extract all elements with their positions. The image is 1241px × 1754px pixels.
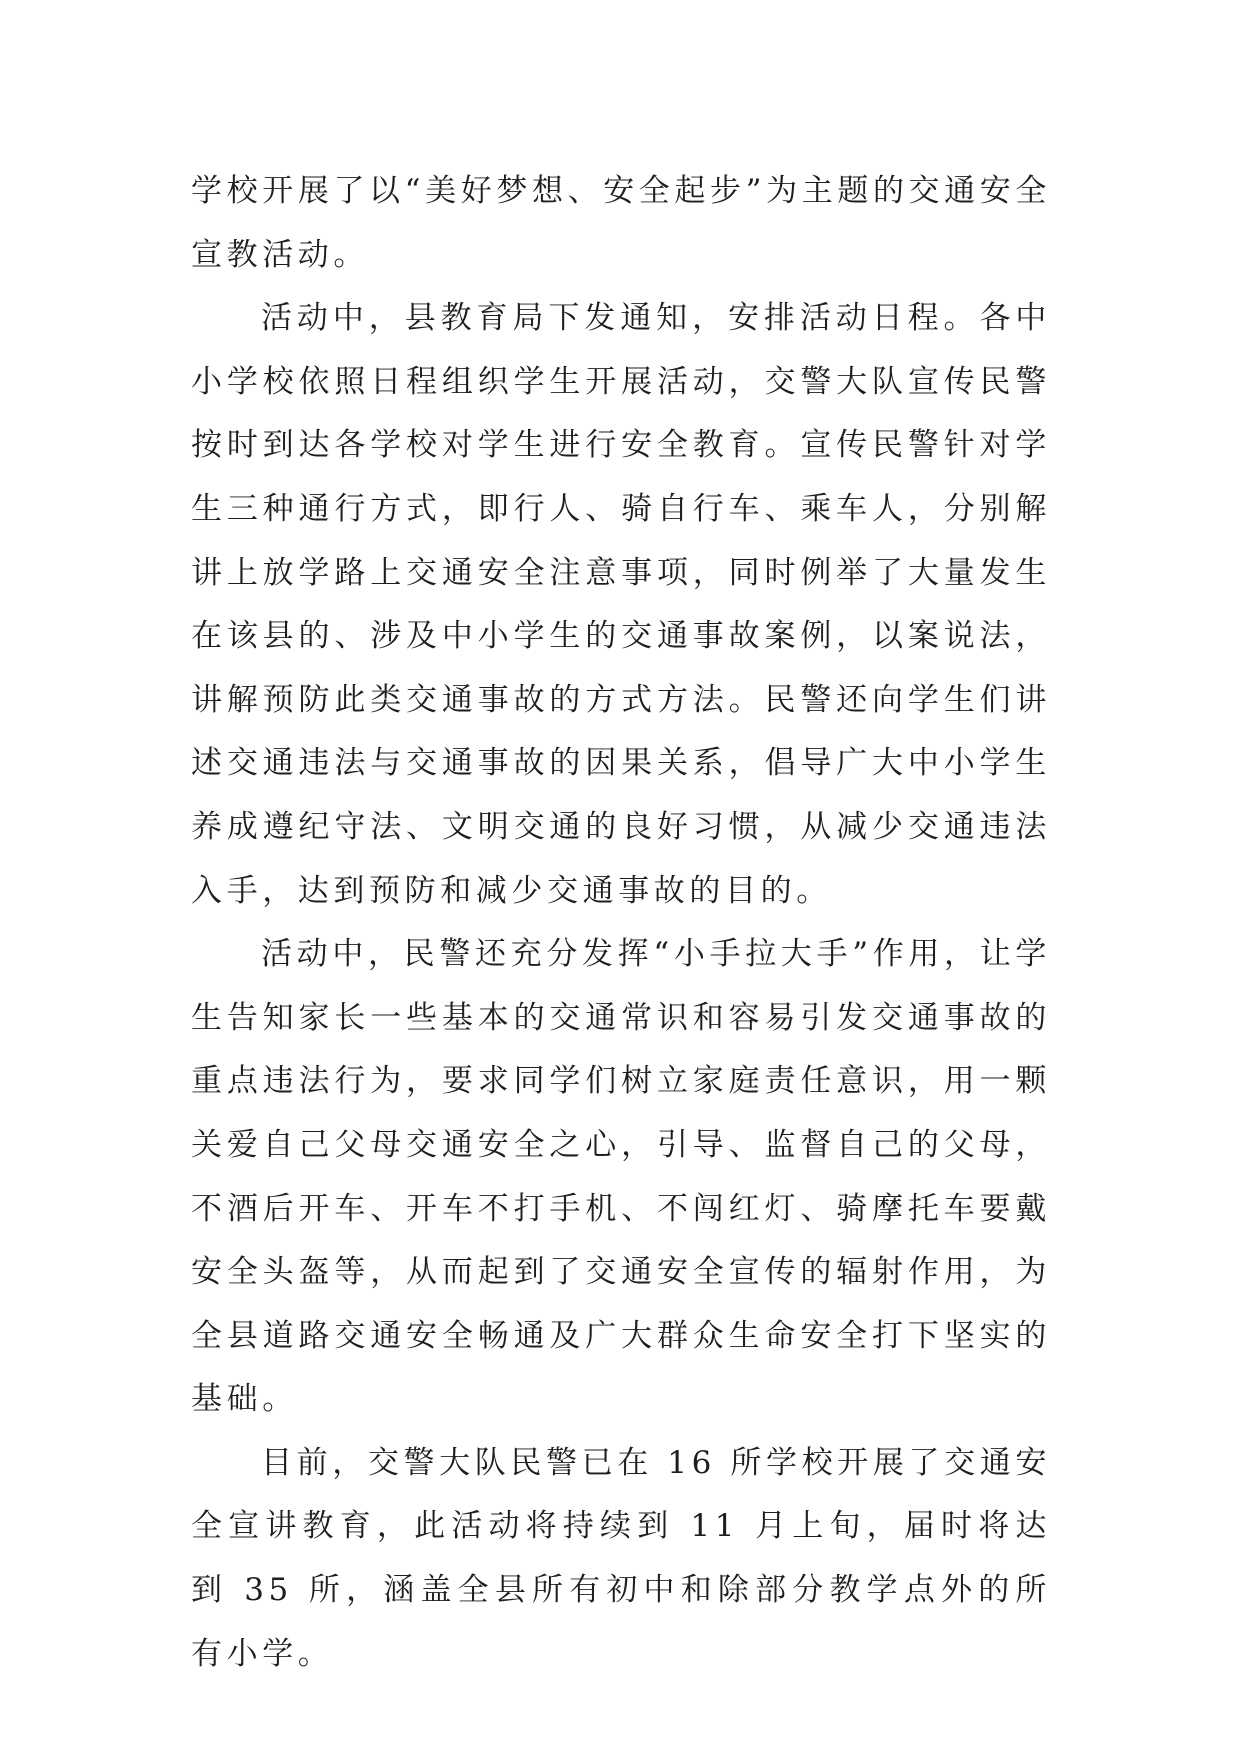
paragraph-4: 目前，交警大队民警已在 16 所学校开展了交通安全宣讲教育，此活动将持续到 11 月上旬，届时将达到 35 所，涵盖全县所有初中和除部分教学点外的所有小学。 [191,1444,1051,1672]
paragraph-2: 活动中，县教育局下发通知，安排活动日程。各中小学校依照日程组织学生开展活动，交警大队宣传民警按时到达各学校对学生进行安全教育。宣传民警针对学生三种通行方式，即行人、骑自行车、乘车人，分别解讲上放学路上交通安全注意事项，同时例举了大量发生在该县的、涉及中小学生的交通事故案例，以案说法，讲解预防此类交通事故的方式方法。民警还向学生们讲述交通违法与交通事故的因果关系，倡导广大中小学生养成遵纪守法、文明交通的良好习惯，从减少交通违法入手，达到预防和减少交通事故的目的。 [191,300,1051,909]
paragraph-3: 活动中，民警还充分发挥“小手拉大手”作用，让学生告知家长一些基本的交通常识和容易引发交通事故的重点违法行为，要求同学们树立家庭责任意识，用一颗关爱自己父母交通安全之心，引导、监督自己的父母，不酒后开车、开车不打手机、不闯红灯、骑摩托车要戴安全头盔等，从而起到了交通安全宣传的辐射作用，为全县道路交通安全畅通及广大群众生命安全打下坚实的基础。 [191,936,1051,1418]
document-body [191,160,1051,1686]
paragraph-1: 学校开展了以“美好梦想、安全起步”为主题的交通安全宣教活动。 [191,173,1051,273]
